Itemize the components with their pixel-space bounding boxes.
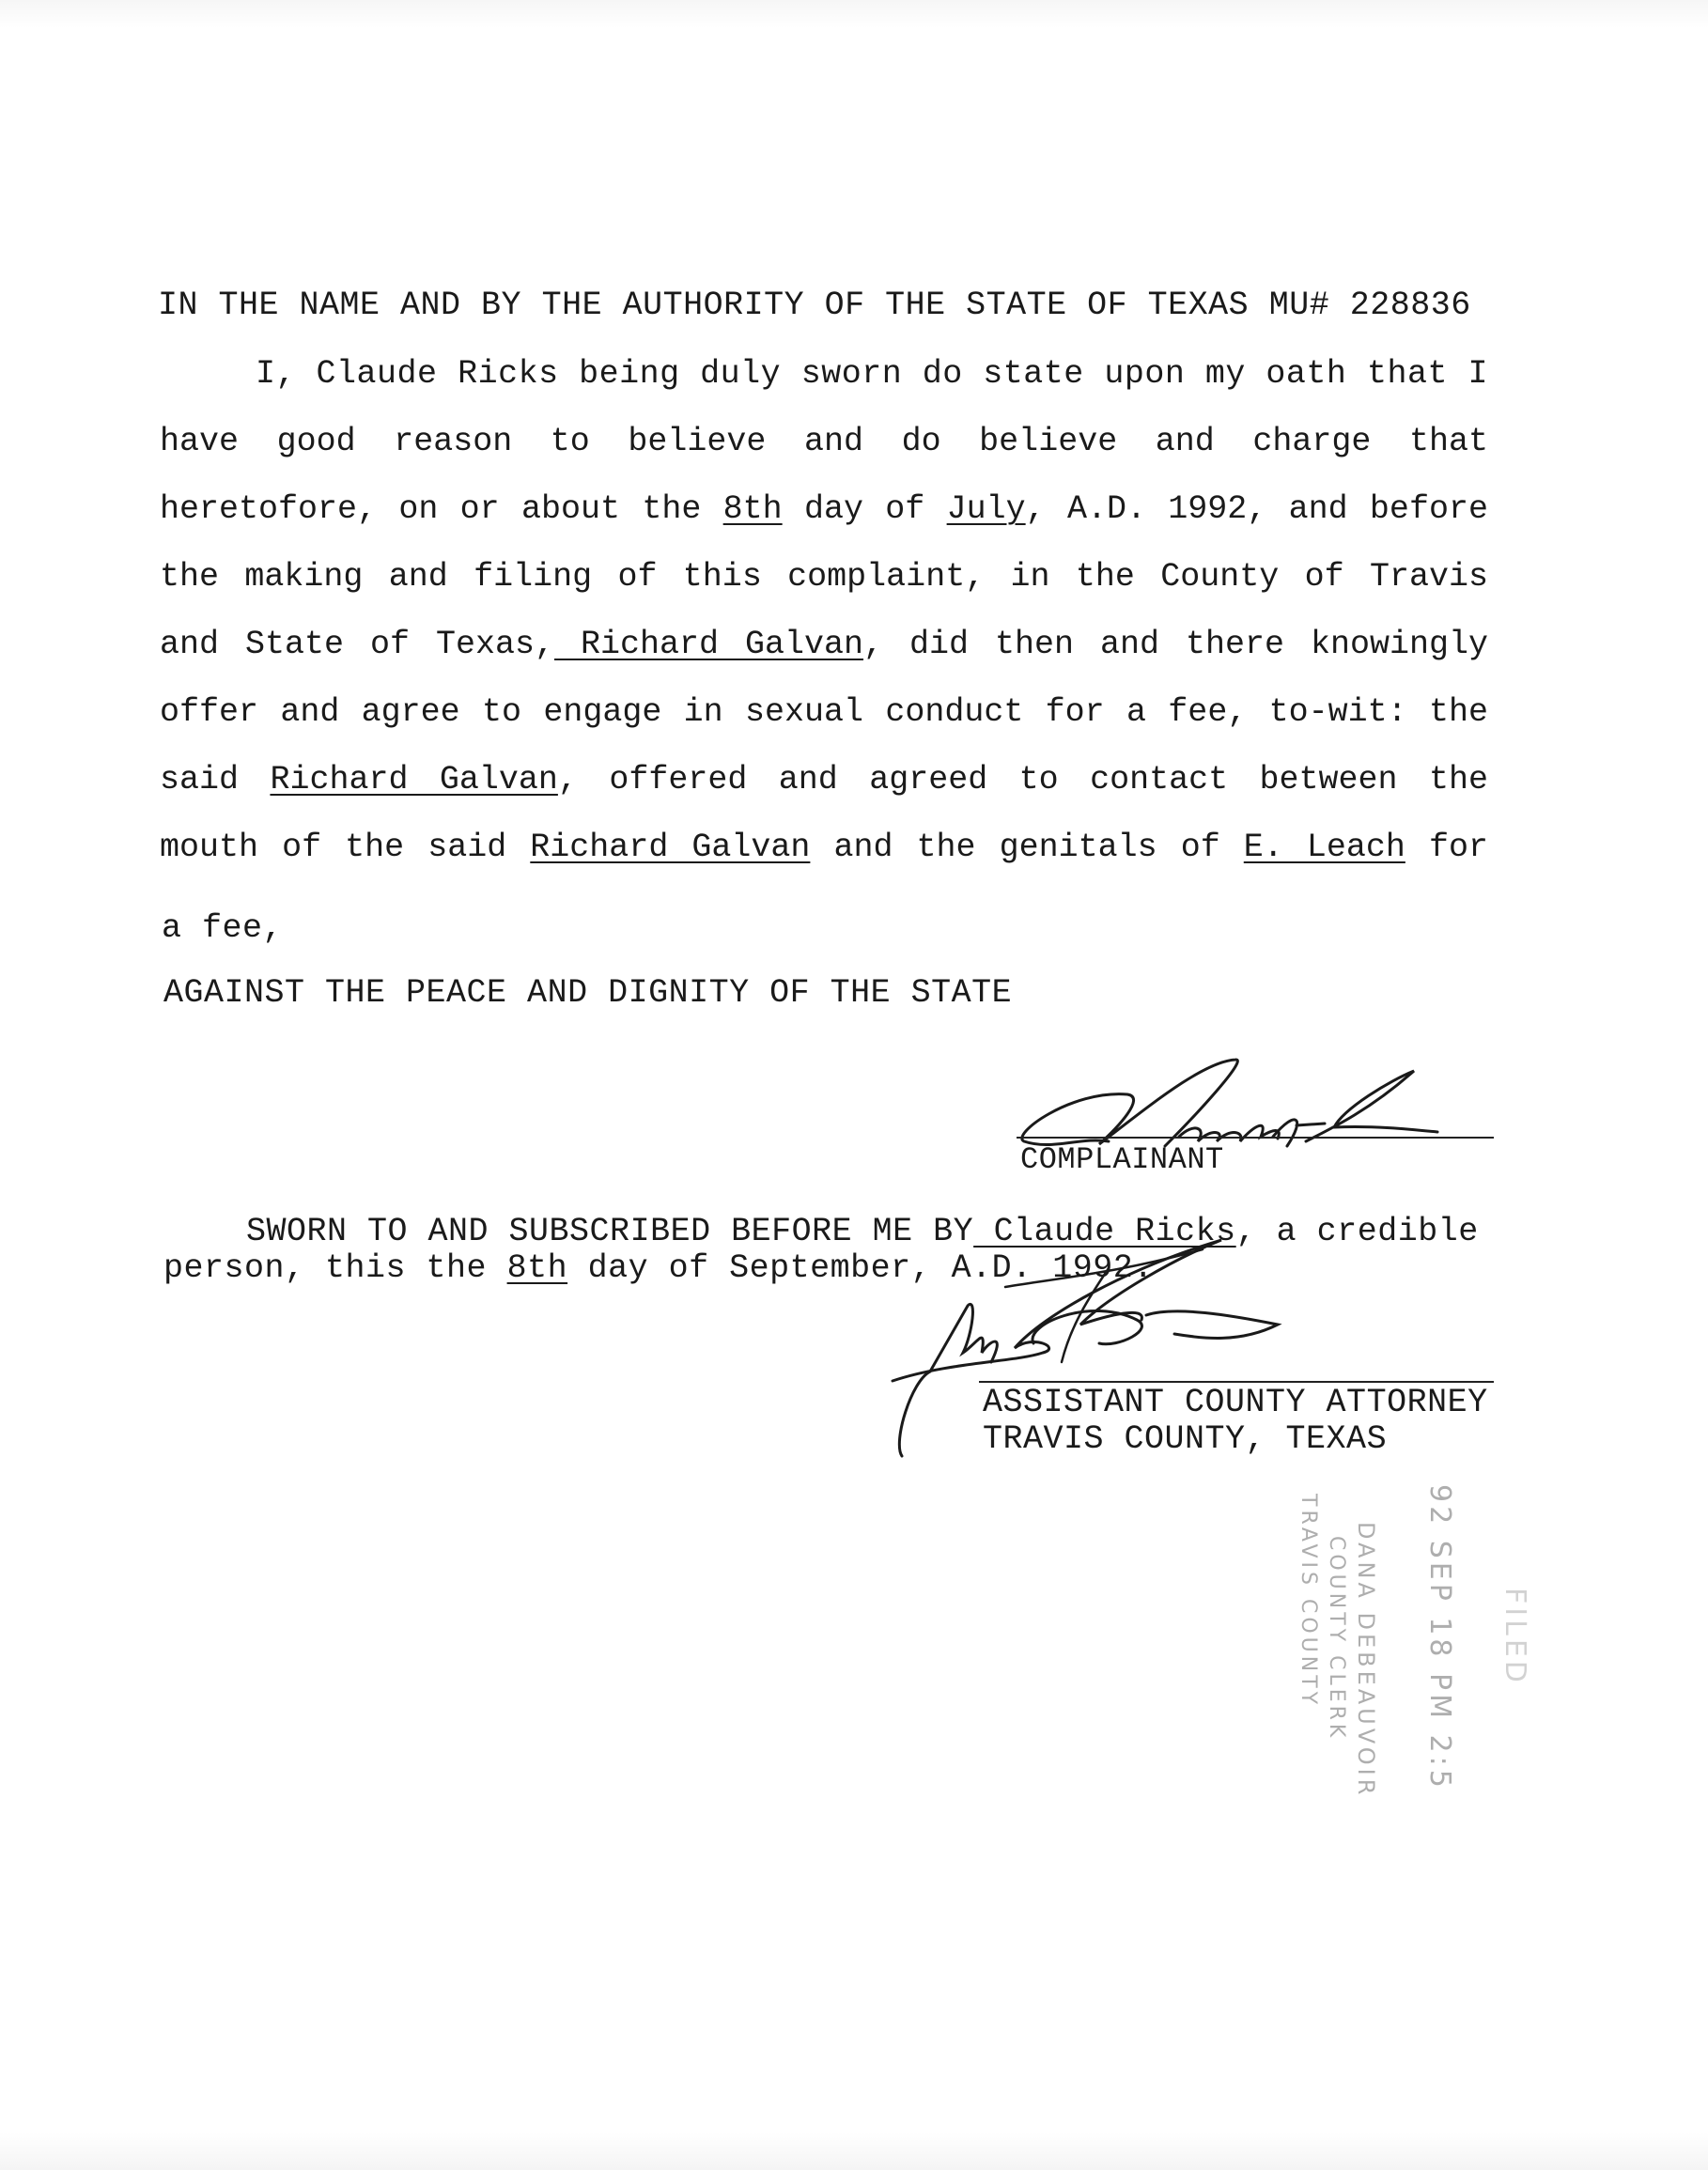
complaint-line-9: a fee, — [162, 909, 284, 947]
complaint-line-5 — [160, 626, 1488, 663]
complaint-line-1: I, Claude Ricks being duly sworn do state upon my oath that I — [256, 355, 1488, 393]
affiant-name: Claude Ricks — [973, 1213, 1236, 1250]
complaint-line-8 — [160, 829, 1488, 866]
text-fragment: heretofore, on or about the — [160, 490, 702, 528]
text-fragment: , did then and there knowingly — [863, 626, 1488, 663]
text-fragment: and State of Texas, — [160, 626, 554, 663]
text-fragment: , offered and agreed to contact between the — [557, 761, 1488, 798]
text-fragment: said — [160, 761, 240, 798]
stamp-county: TRAVIS COUNTY — [1297, 1494, 1320, 1709]
officer-name: E. Leach — [1243, 829, 1405, 866]
complaint-line-3 — [160, 490, 1488, 528]
complaint-line-6: offer and agree to engage in sexual conduct for a fee, to-wit: the — [160, 693, 1488, 731]
text-fragment: SWORN TO AND SUBSCRIBED BEFORE ME BY — [246, 1213, 974, 1250]
stamp-date: 92 SEP 18 PM 2:5 — [1423, 1484, 1456, 1791]
text-fragment: day of — [803, 490, 925, 528]
offense-month: July — [946, 490, 1026, 528]
defendant-name: Richard Galvan — [554, 626, 864, 663]
defendant-name: Richard Galvan — [270, 761, 558, 798]
complaint-line-2: have good reason to believe and do believe and charge that — [160, 423, 1488, 460]
offense-day: 8th — [722, 490, 783, 528]
stamp-filed: FILED — [1498, 1588, 1531, 1686]
text-fragment: mouth of the said — [160, 829, 507, 866]
defendant-name: Richard Galvan — [530, 829, 811, 866]
stamp-clerk: DANA DEBEAUVOIR — [1353, 1522, 1379, 1799]
complaint-line-7 — [160, 761, 1488, 798]
complaint-line-4: the making and filing of this complaint, in the County of Travis — [160, 558, 1488, 596]
text-fragment: and the genitals of — [833, 829, 1220, 866]
attorney-county: TRAVIS COUNTY, TEXAS — [983, 1420, 1388, 1458]
text-fragment: person, this the — [163, 1249, 488, 1287]
authority-line: IN THE NAME AND BY THE AUTHORITY OF THE STATE OF TEXAS MU# 228836 — [158, 287, 1471, 324]
attorney-title: ASSISTANT COUNTY ATTORNEY — [983, 1384, 1488, 1421]
closing-line: AGAINST THE PEACE AND DIGNITY OF THE STATE — [163, 974, 1013, 1012]
text-fragment: , a credible — [1235, 1213, 1479, 1250]
text-fragment: , A.D. 1992, and before — [1025, 490, 1488, 528]
text-fragment: day of September, A.D. 1992. — [587, 1249, 1154, 1287]
filed-stamp — [1273, 1484, 1536, 1822]
complainant-signature-line — [1017, 1137, 1494, 1139]
stamp-office: COUNTY CLERK — [1325, 1536, 1348, 1742]
attorney-signature-line — [979, 1381, 1494, 1383]
text-fragment: for — [1428, 829, 1488, 866]
complainant-label: COMPLAINANT — [1020, 1142, 1224, 1177]
jurat-day: 8th — [506, 1249, 568, 1287]
